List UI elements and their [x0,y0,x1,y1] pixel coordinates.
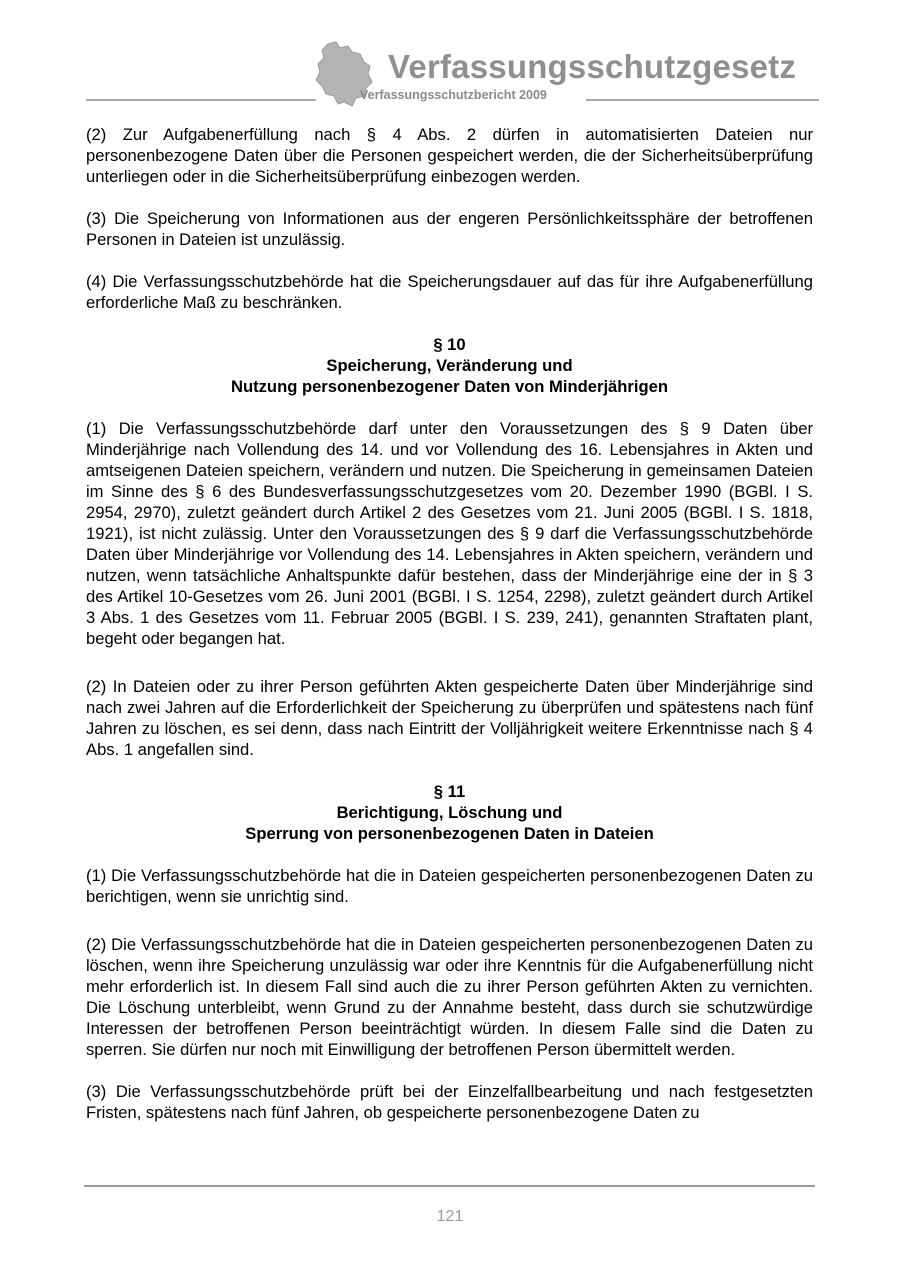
section-11-title-line2: Sperrung von personenbezogenen Daten in Dateien [245,824,654,843]
header-title: Verfassungsschutzgesetz [388,48,797,85]
header-rule-left [86,99,316,101]
paragraph-9-3: (3) Die Speicherung von Informationen aus der engeren Persönlichkeitssphäre der betroffenen Personen in Dateien ist unzulässig. [86,209,813,249]
paragraph-11-1: (1) Die Verfassungsschutzbehörde hat die in Dateien gespeicherten personenbezogenen Daten zu berichtigen, wenn sie unrichtig sind. [86,866,813,906]
header-subtitle: Verfassungsschutzbericht 2009 [360,88,547,102]
document-body [86,124,813,1144]
paragraph-10-1: (1) Die Verfassungsschutzbehörde darf unter den Voraussetzungen des § 9 Daten über Minderjährige nach Vollendung des 14. und vor Vollendung des 16. Lebensjahres in Akten und amtseigenen Dateien speichern, verändern und nutzen. Die Speicherung in gemeinsamen Dateien im Sinne des § 6 des Bundesverfassungsschutzgesetzes vom 20. Dezember 1990 (BGBl. I S. 2954, 2970), zuletzt geändert durch Artikel 2 des Gesetzes vom 21. Juni 2005 (BGBl. I S. 1818, 1921), ist nicht zulässig. Unter den Voraussetzungen des § 9 darf die Verfassungsschutzbehörde Daten über Minderjährige vor Vollendung des 14. Lebensjahres in Akten speichern, verändern und nutzen, wenn tatsächliche Anhaltspunkte dafür bestehen, dass der Minderjährige eine der in § 3 des Artikel 10-Gesetzes vom 26. Juni 2001 (BGBl. I S. 1254, 2298), zuletzt geändert durch Artikel 3 Abs. 1 des Gesetzes vom 11. Februar 2005 (BGBl. I S. 239, 241), genannten Straftaten plant, begeht oder begangen hat. [86,419,813,648]
page-header [0,0,900,110]
footer-rule [84,1185,815,1187]
section-10-number: § 10 [433,335,466,354]
section-11-number: § 11 [433,782,466,801]
section-11-heading [86,781,813,844]
header-rule-right [586,99,819,101]
paragraph-10-2: (2) In Dateien oder zu ihrer Person geführten Akten gespeicherte Daten über Minderjährige sind nach zwei Jahren auf die Erforderlichkeit der Speicherung zu überprüfen und spätestens nach fünf Jahren zu löschen, es sei denn, dass nach Eintritt der Volljährigkeit weitere Erkenntnisse nach § 4 Abs. 1 angefallen sind. [86,677,813,759]
section-10-heading [86,334,813,397]
section-10-title-line1: Speicherung, Veränderung und [326,356,573,375]
section-11-title-line1: Berichtigung, Löschung und [336,803,563,822]
paragraph-9-2: (2) Zur Aufgabenerfüllung nach § 4 Abs. 2 dürfen in automatisierten Dateien nur personenbezogene Daten über die Personen gespeichert werden, die der Sicherheitsüberprüfung unterliegen oder in die Sicherheitsüberprüfung einbezogen werden. [86,125,813,186]
page-number: 121 [436,1208,464,1225]
section-10-title-line2: Nutzung personenbezogener Daten von Minderjährigen [230,377,668,396]
paragraph-11-3: (3) Die Verfassungsschutzbehörde prüft bei der Einzelfallbearbeitung und nach festgesetzten Fristen, spätestens nach fünf Jahren, ob gespeicherte personenbezogene Daten zu [86,1082,813,1122]
paragraph-9-4: (4) Die Verfassungsschutzbehörde hat die Speicherungsdauer auf das für ihre Aufgabenerfüllung erforderliche Maß zu beschränken. [86,272,813,312]
paragraph-11-2: (2) Die Verfassungsschutzbehörde hat die in Dateien gespeicherten personenbezogenen Daten zu löschen, wenn ihre Speicherung unzulässig war oder ihre Kenntnis für die Aufgabenerfüllung nicht mehr erforderlich ist. In diesem Fall sind auch die zu ihrer Person geführten Akten zu vernichten. Die Löschung unterbleibt, wenn Grund zu der Annahme besteht, dass durch sie schutzwürdige Interessen der betroffenen Person beeinträchtigt würden. In diesem Falle sind die Daten zu sperren. Sie dürfen nur noch mit Einwilligung der betroffenen Person übermittelt werden. [86,935,813,1059]
